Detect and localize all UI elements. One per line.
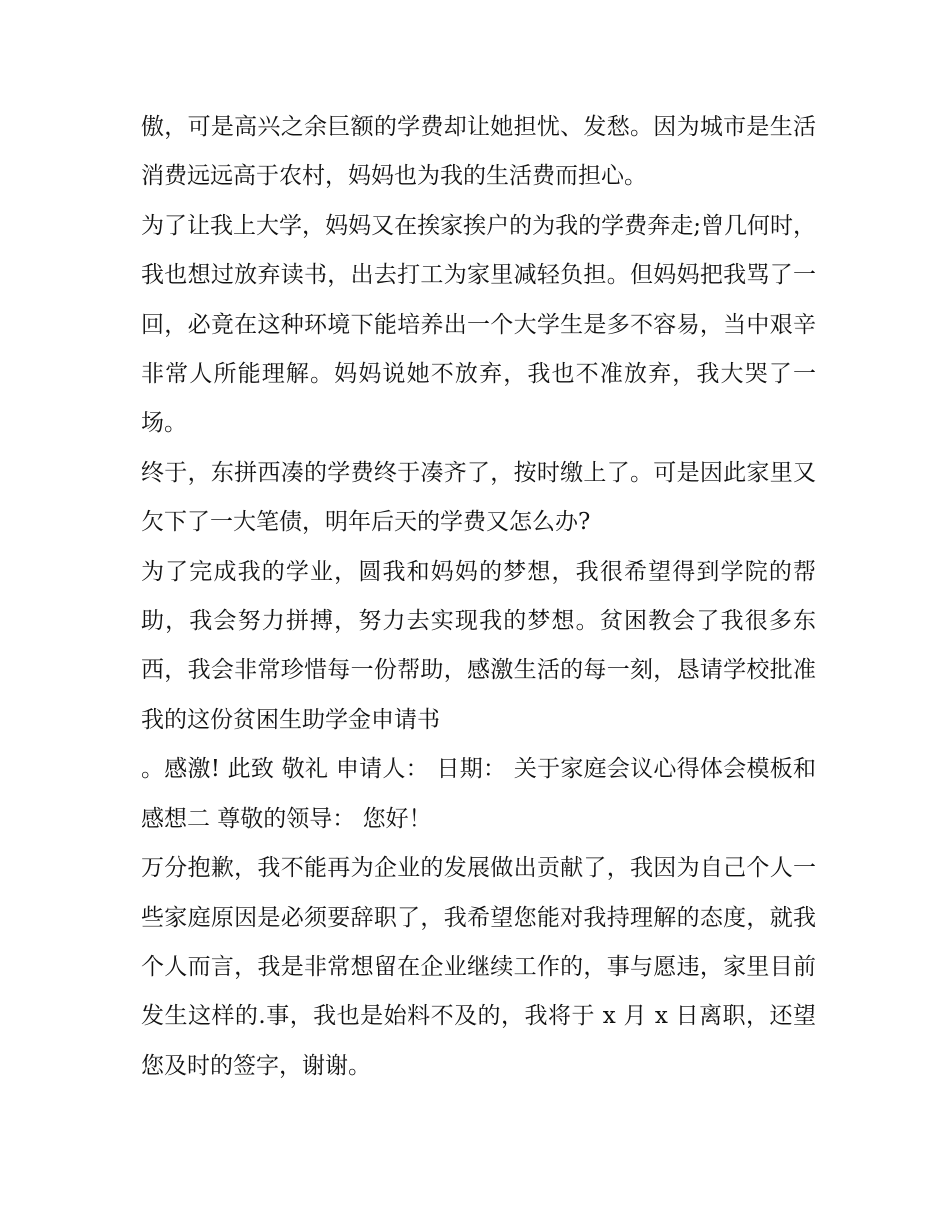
paragraph-tuition-paid: 终于，东拼西凑的学费终于凑齐了，按时缴上了。可是因此家里又欠下了一大笔债，明年后天的学费又怎么办?	[141, 459, 816, 536]
paragraph-closing-salutation: 。感激! 此致 敬礼 申请人： 日期： 关于家庭会议心得体会模板和感想二 尊敬的领导： 您好！	[141, 756, 816, 832]
document-body	[141, 103, 816, 1091]
paragraph-resignation: 万分抱歉，我不能再为企业的发展做出贡献了，我因为自己个人一些家庭原因是必须要辞职了，我希望您能对我持理解的态度，就我个人而言，我是非常想留在企业继续工作的，事与愿违，家里目前发生这样的.事，我也是始料不及的，我将于 x 月 x 日离职，还望您及时的签字，谢谢。	[141, 855, 816, 1079]
paragraph-request-help: 为了完成我的学业，圆我和妈妈的梦想，我很希望得到学院的帮助，我会努力拼搏，努力去实现我的梦想。贫困教会了我很多东西，我会非常珍惜每一份帮助，感激生活的每一刻，恳请学校批准我的这份贫困生助学金申请书	[141, 558, 816, 733]
paragraph-tuition-worry: 傲，可是高兴之余巨额的学费却让她担忧、发愁。因为城市是生活消费远远高于农村，妈妈也为我的生活费而担心。	[141, 114, 816, 190]
paragraph-mother-fundraising: 为了让我上大学，妈妈又在挨家挨户的为我的学费奔走;曾几何时，我也想过放弃读书，出去打工为家里减轻负担。但妈妈把我骂了一回，必竟在这种环境下能培养出一个大学生是多不容易，当中艰辛非常人所能理解。妈妈说她不放弃，我也不准放弃，我大哭了一场。	[141, 212, 816, 437]
